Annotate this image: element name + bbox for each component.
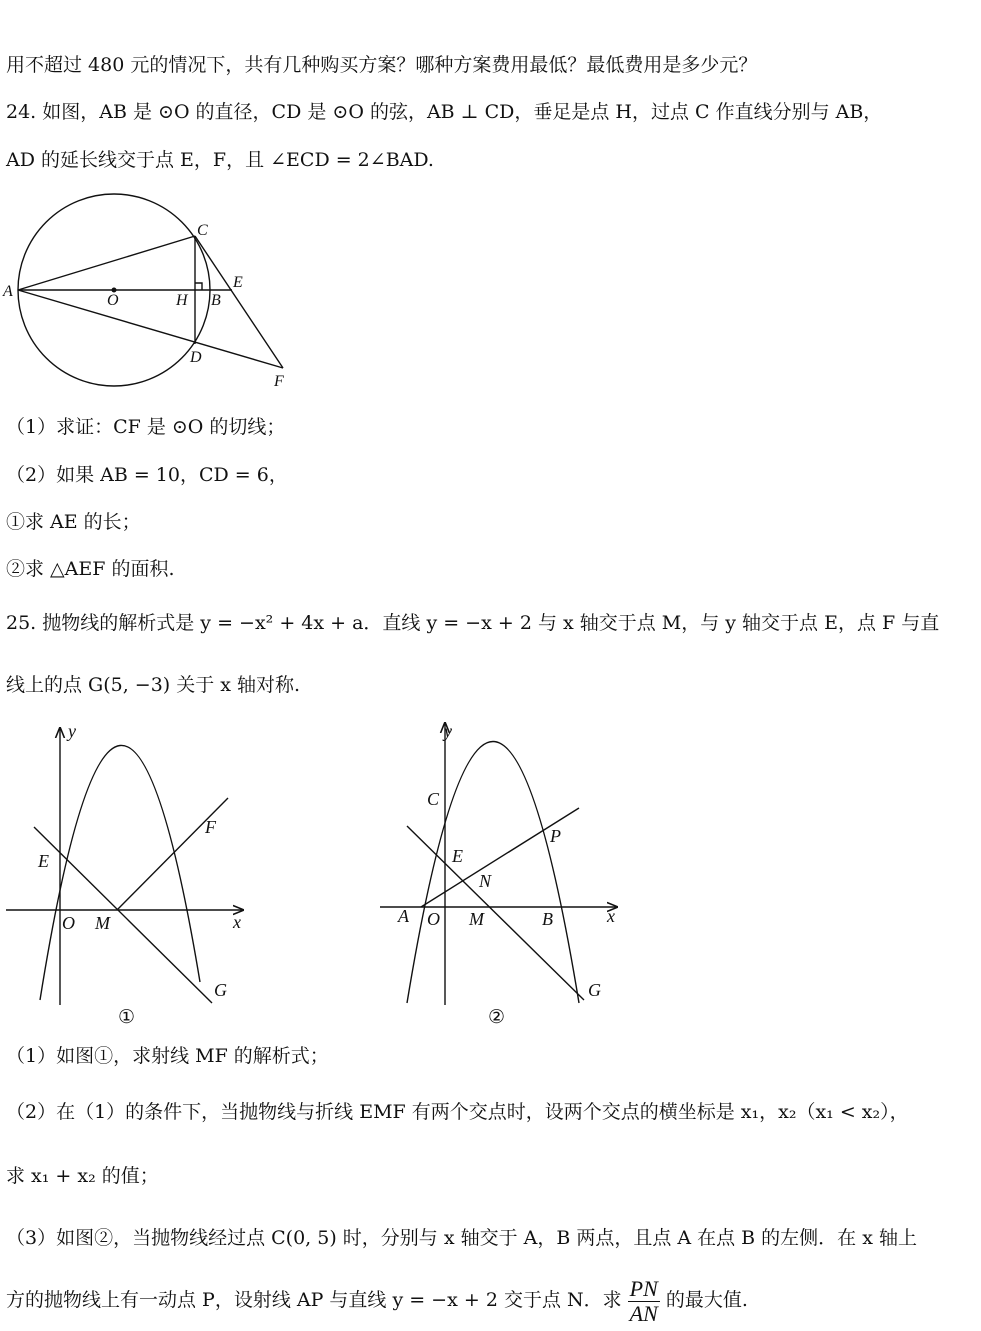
label-x: x	[607, 906, 615, 926]
part-3-text-after-fraction: 的最大值.	[665, 1289, 748, 1311]
problem-25-part-2: （2）在（1）的条件下，当抛物线与折线 EMF 有两个交点时，设两个交点的横坐标是 x₁，x₂（x₁ < x₂），	[6, 1101, 909, 1123]
fraction-pn-over-an	[628, 1277, 660, 1326]
graph-figure-1	[0, 715, 260, 1035]
fraction-numerator: PN	[629, 1275, 658, 1301]
label-e: E	[233, 274, 243, 291]
part-3-text-before-fraction: 方的抛物线上有一动点 P，设射线 AP 与直线 y = −x + 2 交于点 N．求	[6, 1289, 622, 1311]
problem-24-statement-cont: AD 的延长线交于点 E，F，且 ∠ECD = 2∠BAD.	[6, 149, 434, 171]
label-m: M	[95, 913, 110, 933]
label-o: O	[427, 909, 440, 929]
figure-2-caption: ②	[488, 1006, 506, 1028]
label-c: C	[427, 789, 440, 809]
label-o: O	[62, 913, 75, 933]
problem-24-statement: 24. 如图，AB 是 ⊙O 的直径，CD 是 ⊙O 的弦，AB ⊥ CD，垂足是点 H，过点 C 作直线分别与 AB，	[6, 101, 883, 123]
label-o: O	[107, 292, 119, 309]
problem-25-statement: 25. 抛物线的解析式是 y = −x² + 4x + a．直线 y = −x + 2 与 x 轴交于点 M，与 y 轴交于点 E，点 F 与直	[6, 612, 940, 634]
label-f: F	[274, 373, 284, 390]
graph-figure-2	[370, 715, 630, 1035]
label-p: P	[550, 826, 561, 846]
label-a: A	[3, 283, 13, 300]
label-e: E	[38, 851, 49, 871]
label-a: A	[398, 906, 409, 926]
problem-25-part-2-cont: 求 x₁ + x₂ 的值；	[6, 1165, 159, 1187]
segment-af	[18, 290, 283, 368]
figure-1-caption: ①	[118, 1006, 136, 1028]
label-d: D	[190, 349, 202, 366]
problem-25-part-1: （1）如图①，求射线 MF 的解析式；	[6, 1045, 329, 1067]
parabola	[407, 742, 579, 1004]
label-y: y	[444, 721, 452, 741]
problem-25-part-3-cont	[6, 1272, 748, 1328]
label-m: M	[469, 909, 484, 929]
label-h: H	[176, 292, 188, 309]
problem-24-part-2a: ①求 AE 的长；	[6, 511, 141, 533]
fraction-denominator: AN	[629, 1300, 658, 1326]
problem-24-part-2: （2）如果 AB = 10，CD = 6，	[6, 464, 288, 486]
problem-24-part-1: （1）求证：CF 是 ⊙O 的切线；	[6, 416, 286, 438]
text-line-1: 用不超过 480 元的情况下，共有几种购买方案？哪种方案费用最低？最低费用是多少元？	[6, 54, 758, 76]
label-x: x	[233, 912, 241, 932]
circle-figure	[0, 195, 300, 395]
label-b: B	[211, 292, 221, 309]
label-e: E	[452, 846, 463, 866]
segment-cf	[195, 236, 283, 368]
right-angle-mark	[195, 283, 202, 290]
label-c: C	[197, 222, 208, 239]
ray-mf	[117, 798, 228, 910]
label-y: y	[68, 721, 76, 741]
label-g: G	[214, 980, 227, 1000]
label-f: F	[205, 817, 216, 837]
parabola	[40, 745, 200, 1000]
label-n: N	[479, 871, 492, 891]
label-b: B	[542, 909, 553, 929]
segment-ac	[18, 236, 195, 290]
label-g: G	[588, 980, 601, 1000]
problem-25-statement-cont: 线上的点 G(5, −3) 关于 x 轴对称.	[6, 674, 301, 696]
problem-24-part-2b: ②求 △AEF 的面积.	[6, 558, 175, 580]
problem-25-part-3: （3）如图②，当抛物线经过点 C(0, 5) 时，分别与 x 轴交于 A，B 两点，且点 A 在点 B 的左侧．在 x 轴上	[6, 1227, 917, 1249]
